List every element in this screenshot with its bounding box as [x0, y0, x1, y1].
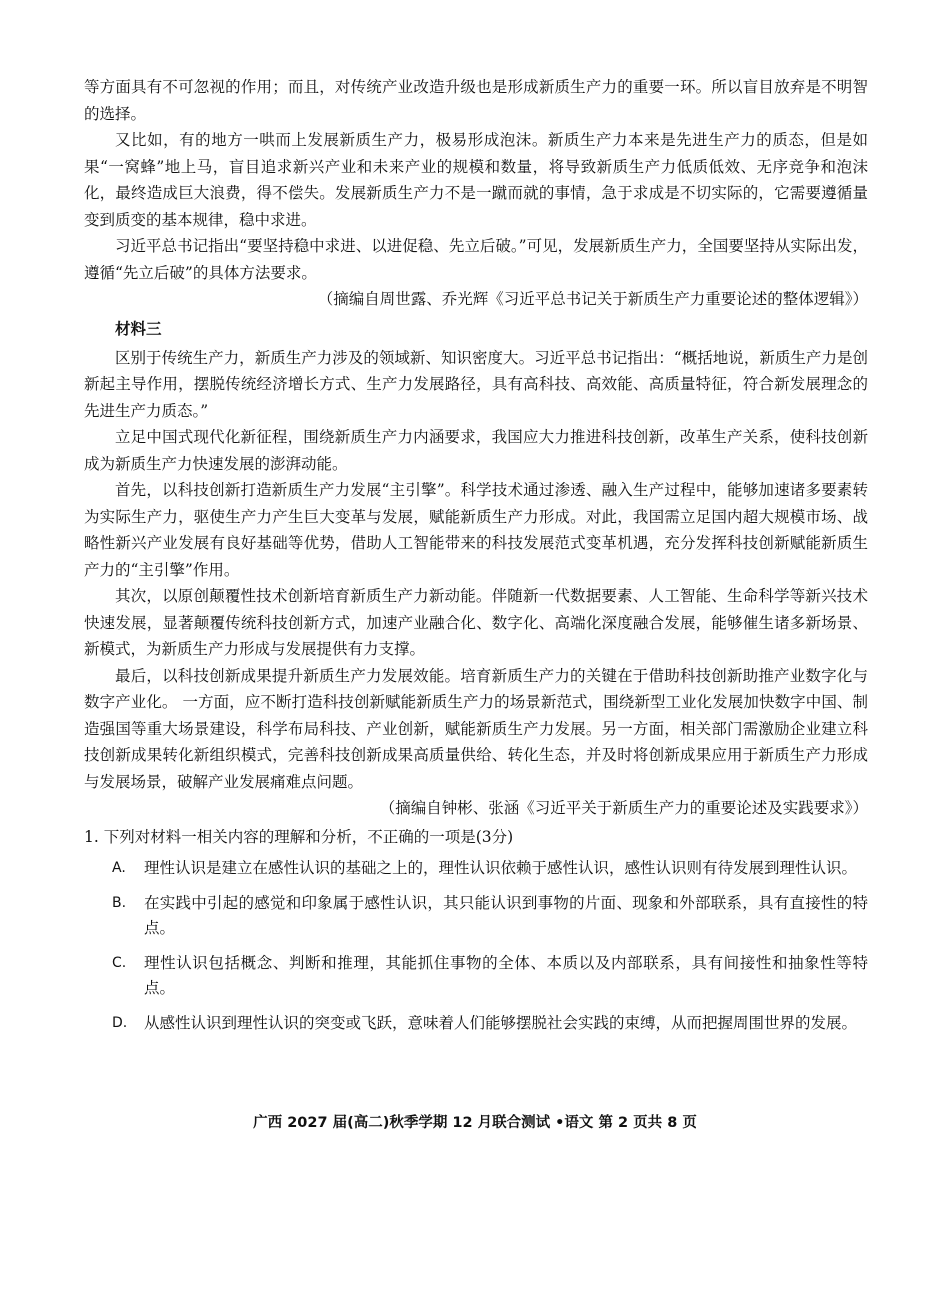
option-letter: B. [112, 895, 127, 911]
option-text: 从感性认识到理性认识的突变或飞跃，意味着人们能够摆脱社会实践的束缚，从而把握周围世界的发展。 [144, 1014, 858, 1032]
question-option-a [112, 856, 868, 881]
paragraph: 立足中国式现代化新征程，围绕新质生产力内涵要求，我国应大力推进科技创新，改革生产关系，使科技创新成为新质生产力快速发展的澎湃动能。 [84, 428, 868, 473]
source-citation: （摘编自周世露、乔光辉《习近平总书记关于新质生产力重要论述的整体逻辑》） [317, 290, 868, 308]
option-letter: A. [112, 860, 126, 876]
paragraph: 最后，以科技创新成果提升新质生产力发展效能。培育新质生产力的关键在于借助科技创新助推产业数字化与数字产业化。 一方面，应不断打造科技创新赋能新质生产力的场景新范式，围绕新型工业化发展加快数字中国、制造强国等重大场景建设，科学布局科技、产业创新，赋能新质生产力发展。另一方面，相关部门需激励企业建立科技创新成果转化新组织模式，完善科技创新成果高质量供给、转化生态，并及时将创新成果应用于新质生产力形成与发展场景，破解产业发展痛难点问题。 [84, 666, 868, 791]
paragraph: 区别于传统生产力，新质生产力涉及的领域新、知识密度大。习近平总书记指出：“概括地说，新质生产力是创新起主导作用，摆脱传统经济增长方式、生产力发展路径，具有高科技、高效能、高质量特征，符合新发展理念的先进生产力质态。” [84, 348, 868, 420]
option-text: 理性认识包括概念、判断和推理，其能抓住事物的全体、本质以及内部联系，具有间接性和抽象性等特点。 [144, 954, 868, 997]
paragraph: 首先，以科技创新打造新质生产力发展“主引擎”。科学技术通过渗透、融入生产过程中，能够加速诸多要素转为实际生产力，驱使生产力产生巨大变革与发展，赋能新质生产力形成。对此，我国需立足国内超大规模市场、战略性新兴产业发展有良好基础等优势，借助人工智能带来的科技发展范式变革机遇，充分发挥科技创新赋能新质生产力的“主引擎”作用。 [84, 481, 868, 579]
paragraph: 其次，以原创颠覆性技术创新培育新质生产力新动能。伴随新一代数据要素、人工智能、生命科学等新兴技术快速发展，显著颠覆传统科技创新方式，加速产业融合化、数字化、高端化深度融合发展，能够催生诸多新场景、新模式，为新质生产力形成与发展提供有力支撑。 [84, 587, 868, 658]
option-letter: D. [112, 1015, 128, 1031]
option-text: 理性认识是建立在感性认识的基础之上的，理性认识依赖于感性认识，感性认识则有待发展到理性认识。 [144, 859, 858, 877]
paragraph: 习近平总书记指出“要坚持稳中求进、以进促稳、先立后破。”可见，发展新质生产力，全国要坚持从实际出发，遵循“先立后破”的具体方法要求。 [84, 237, 868, 282]
page-body [84, 74, 868, 1046]
question-option-c [112, 951, 868, 1001]
paragraph: 等方面具有不可忽视的作用；而且，对传统产业改造升级也是形成新质生产力的重要一环。所以盲目放弃是不明智的选择。 [84, 78, 868, 123]
option-letter: C. [112, 955, 127, 971]
question-option-b [112, 891, 868, 941]
question-option-d [112, 1011, 868, 1036]
paragraph: 又比如，有的地方一哄而上发展新质生产力，极易形成泡沫。新质生产力本来是先进生产力的质态，但是如果“一窝蜂”地上马，盲目追求新兴产业和未来产业的规模和数量，将导致新质生产力低质低效、无序竞争和泡沫化，最终造成巨大浪费，得不偿失。发展新质生产力不是一蹴而就的事情，急于求成是不切实际的，它需要遵循量变到质变的基本规律，稳中求进。 [84, 131, 868, 229]
page-footer: 广西 2027 届(高二)秋季学期 12 月联合测试 •语文 第 2 页共 8 页 [253, 1115, 697, 1131]
material-heading: 材料三 [115, 319, 162, 338]
source-citation: （摘编自钟彬、张涵《习近平关于新质生产力的重要论述及实践要求》） [379, 799, 868, 817]
question-stem: 1. 下列对材料一相关内容的理解和分析，不正确的一项是(3分) [84, 827, 514, 846]
option-text: 在实践中引起的感觉和印象属于感性认识，其只能认识到事物的片面、现象和外部联系，具有直接性的特点。 [144, 894, 868, 937]
